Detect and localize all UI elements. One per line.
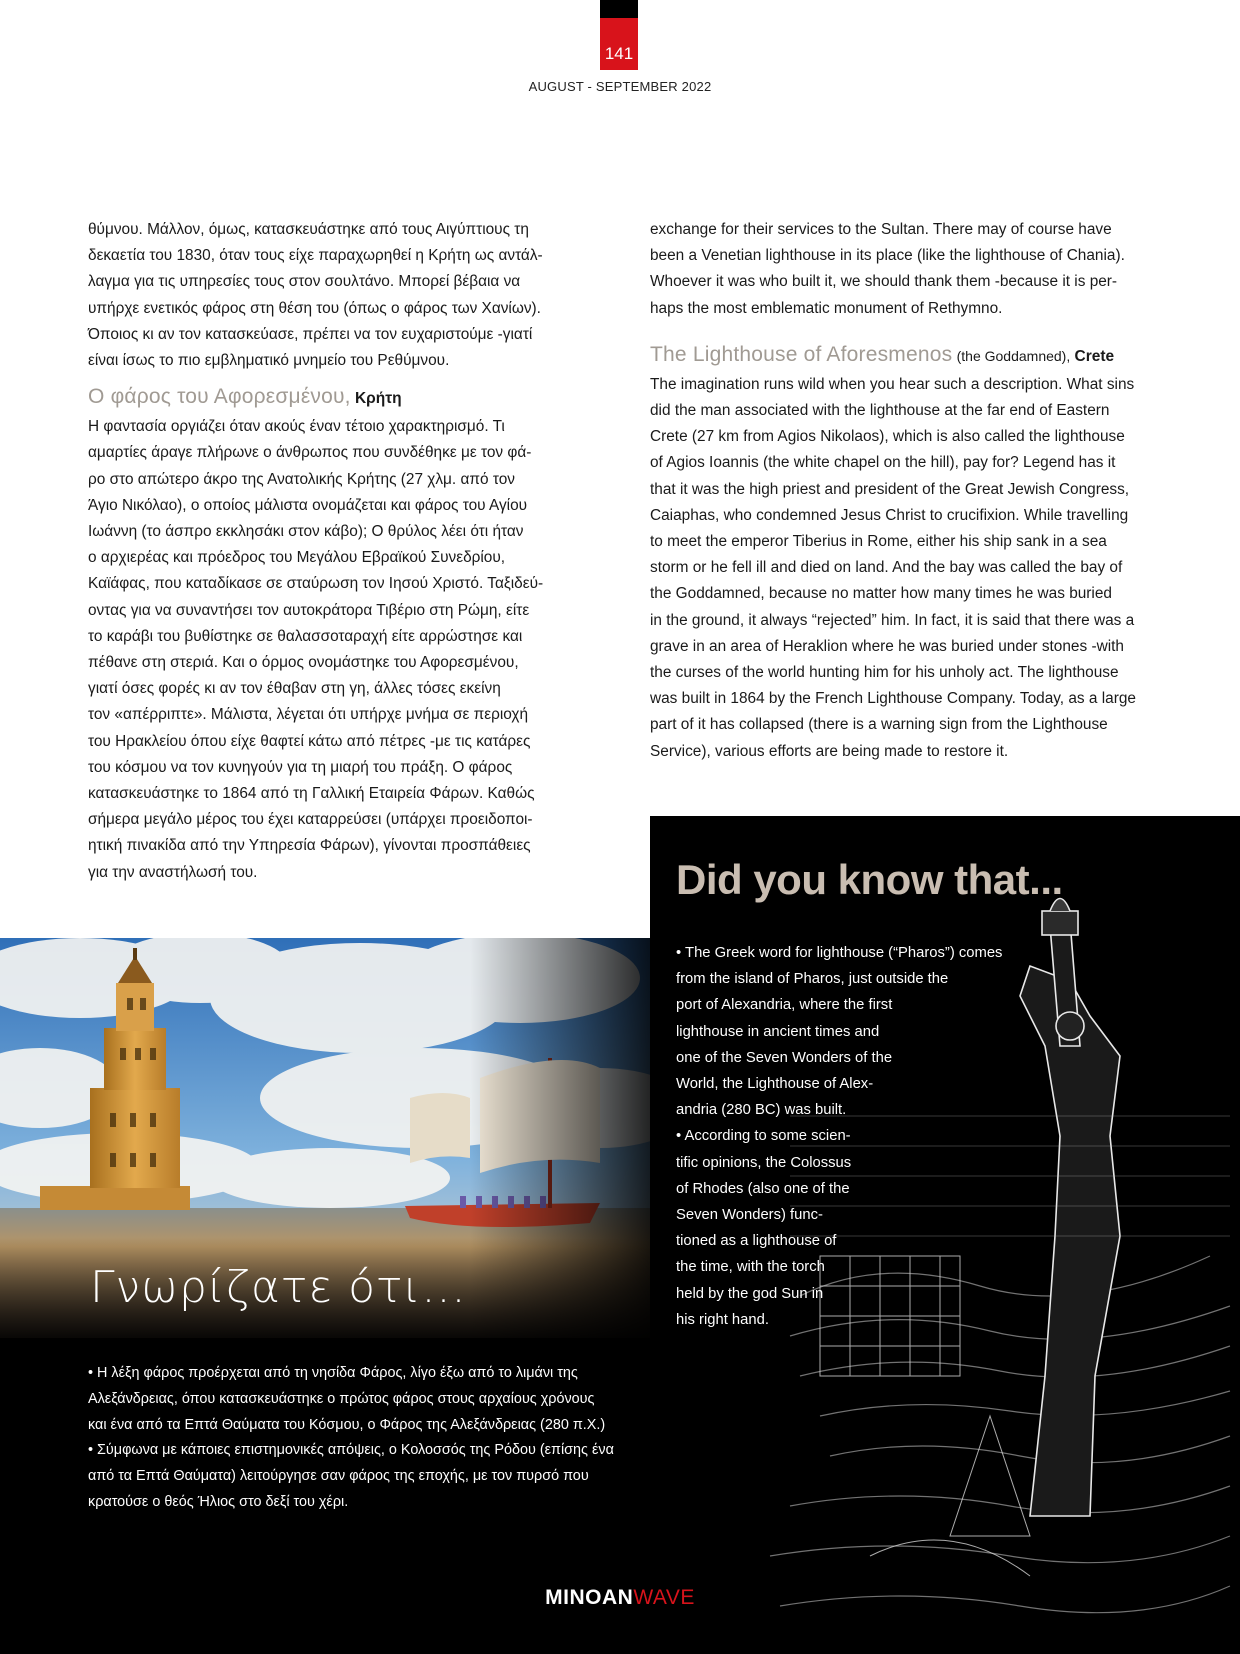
english-box-title: Did you know that... [676, 856, 1063, 903]
english-fact-line: andria (280 BC) was built. [676, 1102, 847, 1119]
english-fact-line: lighthouse in ancient times and [676, 1023, 880, 1040]
english-body-line: Service), various efforts are being made to restore it. [650, 742, 1009, 760]
issue-date: AUGUST - SEPTEMBER 2022 [528, 79, 712, 94]
english-body-line: that it was the high priest and president of the Great Jewish Congress, [650, 480, 1130, 498]
greek-fact-line: από τα Επτά Θαύματα) λειτούργησε σαν φάρος της εποχής, με τον πυρσό που [88, 1468, 589, 1485]
english-article-column [650, 217, 1152, 765]
greek-intro-line: είναι ίσως το πιο εμβληματικό μνημείο του Ρεθύμνου. [88, 352, 450, 370]
english-fact-line: from the island of Pharos, just outside the [676, 971, 949, 988]
english-body-line: the curses of the world hunting him for his unholy act. The lighthouse [650, 664, 1119, 682]
greek-body-line: το καράβι του βυθίστηκε σε θαλασσοταραχή είτε αρρώστησε και [88, 627, 523, 645]
page-number: 141 [604, 44, 634, 63]
greek-heading-light: Ο φάρος του Αφορεσμένου, [88, 385, 351, 409]
english-body-line: Crete (27 km from Agios Nikolaos), which is also called the lighthouse [650, 428, 1125, 446]
greek-body-line: ρο στο απώτερο άκρο της Ανατολικής Κρήτης (27 χλμ. από τον [88, 470, 515, 488]
greek-body-line: σήμερα μεγάλο μέρος του έχει καταρρεύσει (υπάρχει προειδοποι- [88, 811, 533, 829]
english-heading-light: The Lighthouse of Aforesmenos [650, 342, 953, 366]
greek-body-line: οντας για να συναντήσει τον αυτοκράτορα Τιβέριο στη Ρώμη, είτε [88, 601, 530, 619]
greek-intro-line: δεκαετία του 1830, όταν τους είχε παραχωρηθεί η Κρήτη ως αντάλ- [88, 247, 543, 265]
greek-body-line: Ιωάννη (το άσπρο εκκλησάκι στον κάβο); Ο θρύλος λέει ότι ήταν [88, 523, 524, 541]
english-body-line: Caiaphas, who condemned Jesus Christ to crucifixion. While travelling [650, 506, 1129, 524]
greek-intro-line: Όποιος κι αν τον κατασκεύασε, πρέπει να τον ευχαριστούμε -γιατί [88, 325, 533, 343]
greek-fact-line: και ένα από τα Επτά Θαύματα του Κόσμου, ο Φάρος της Αλεξάνδρειας (280 π.Χ.) [88, 1416, 606, 1433]
greek-fact-line: • Σύμφωνα με κάποιες επιστημονικές απόψεις, ο Κολοσσός της Ρόδου (επίσης ένα [88, 1442, 614, 1459]
english-fact-line: tific opinions, the Colossus [676, 1154, 852, 1171]
greek-box-title: Γνωρίζατε ότι... [90, 1262, 467, 1313]
english-heading-small: (the Goddamned), [956, 347, 1071, 364]
english-body-line: to meet the emperor Tiberius in Rome, either his ship sank in a sea [650, 533, 1107, 551]
greek-heading-bold: Κρήτη [354, 390, 402, 408]
greek-fact-line: • Η λέξη φάρος προέρχεται από τη νησίδα Φάρος, λίγο έξω από το λιμάνι της [88, 1365, 578, 1381]
greek-body-line: του Ηρακλείου όπου είχε θαφτεί κάτω από πέτρες -με τις κατάρες [88, 732, 531, 750]
greek-body-line: γιατί όσες φορές κι αν τον έθαβαν στη γη, άλλες τόσες εκείνη [88, 680, 501, 698]
greek-section-heading [88, 382, 590, 414]
english-intro-line: been a Venetian lighthouse in its place (like the lighthouse of Chania). [650, 247, 1125, 265]
greek-body-line: Άγιο Νικόλαο), ο οποίος μάλιστα ονομάζεται και φάρος του Αγίου [88, 496, 528, 514]
greek-body-line: ο αρχιερέας και πρόεδρος του Μεγάλου Εβραϊκού Συνεδρίου, [88, 549, 506, 567]
english-body-line: The imagination runs wild when you hear such a description. What sins [650, 375, 1135, 393]
greek-body-line: για την αναστήλωσή του. [88, 863, 258, 881]
logo-minoan: MINOAN [545, 1586, 634, 1609]
greek-body-line: πέθανε στη στεριά. Και ο όρμος ονομάστηκε του Αφορεσμένου, [88, 654, 519, 672]
greek-body-line: Καϊάφας, που καταδίκασε σε σταύρωση τον Ιησού Χριστό. Ταξιδεύ- [88, 575, 544, 593]
english-intro-line: haps the most emblematic monument of Rethymno. [650, 299, 1003, 317]
english-body-line: the Goddamned, because no matter how many times he was buried [650, 585, 1112, 603]
english-body-line: was built in 1864 by the French Lighthouse Company. Today, as a large [650, 690, 1136, 708]
greek-fact-line: Αλεξάνδρειας, όπου κατασκευάστηκε ο πρώτος φάρος στους αρχαίους χρόνους [88, 1390, 595, 1407]
greek-intro-line: θύμνου. Μάλλον, όμως, κατασκευάστηκε από τους Αιγύπτιους τη [88, 221, 529, 238]
greek-body-line: Η φαντασία οργιάζει όταν ακούς έναν τέτοιο χαρακτηρισμό. Τι [88, 418, 505, 436]
greek-intro-line: λαγμα για τις υπηρεσίες τους στον σουλτάνο. Μπορεί βέβαια να [88, 273, 521, 291]
english-intro-line: exchange for their services to the Sultan. There may of course have [650, 221, 1112, 238]
greek-article-column [88, 217, 590, 886]
greek-fact-line: κρατούσε ο θεός Ήλιος στο δεξί του χέρι. [88, 1493, 349, 1510]
english-body-line: part of it has collapsed (there is a warning sign from the Lighthouse [650, 716, 1108, 734]
english-fact-line: of Rhodes (also one of the [676, 1180, 850, 1197]
english-fact-line: one of the Seven Wonders of the [676, 1049, 893, 1066]
english-fact-line: World, the Lighthouse of Alex- [676, 1076, 874, 1093]
greek-body-line: αμαρτίες άραγε πλήρωνε ο άνθρωπος που συνδέθηκε με τον φά- [88, 444, 532, 462]
english-body-line: storm or he fell ill and died on land. And the bay was called the bay of [650, 559, 1123, 577]
english-body-line: did the man associated with the lighthouse at the far end of Eastern [650, 402, 1110, 420]
greek-intro-line: υπήρχε ενετικός φάρος στη θέση του (όπως ο φάρος των Χανίων). [88, 299, 541, 317]
english-fact-line: • According to some scien- [676, 1128, 851, 1145]
footer-logo [400, 1586, 840, 1610]
greek-body-line: τον «απέρριπτε». Μάλιστα, λέγεται ότι υπήρχε μνήμα σε περιοχή [88, 706, 529, 724]
english-body-line: grave in an area of Heraklion where he was buried under stones -with [650, 637, 1124, 655]
english-fact-line: the time, with the torch [676, 1259, 825, 1276]
english-fact-line: held by the god Sun in [676, 1285, 824, 1302]
page-number-tab [600, 0, 638, 70]
english-fact-line: his right hand. [676, 1311, 769, 1328]
logo-wave: WAVE [633, 1586, 695, 1609]
english-body-line: in the ground, it always “rejected” him. In fact, it is said that there was a [650, 611, 1135, 629]
greek-body-line: του κόσμου να τον κυνηγούν για τη μιαρή του πράξη. Ο φάρος [88, 758, 513, 776]
english-fact-line: • The Greek word for lighthouse (“Pharos”) comes [676, 945, 1003, 961]
english-fact-line: port of Alexandria, where the first [676, 997, 893, 1014]
english-intro-line: Whoever it was who built it, we should thank them -because it is per- [650, 273, 1118, 291]
english-heading-bold: Crete [1074, 347, 1115, 365]
greek-facts-text [88, 1361, 648, 1516]
english-fact-line: tioned as a lighthouse of [676, 1233, 837, 1250]
english-fact-line: Seven Wonders) func- [676, 1207, 823, 1224]
greek-body-line: κατασκευάστηκε το 1864 από τη Γαλλική Εταιρεία Φάρων. Καθώς [88, 785, 535, 803]
english-body-line: of Agios Ioannis (the white chapel on the hill), pay for? Legend has it [650, 454, 1116, 472]
tab-black-strip [600, 0, 638, 18]
greek-body-line: ητική πινακίδα από την Υπηρεσία Φάρων), γίνονται προσπάθειες [88, 837, 531, 855]
english-section-heading [650, 340, 1152, 372]
english-facts-text [676, 940, 1016, 1333]
